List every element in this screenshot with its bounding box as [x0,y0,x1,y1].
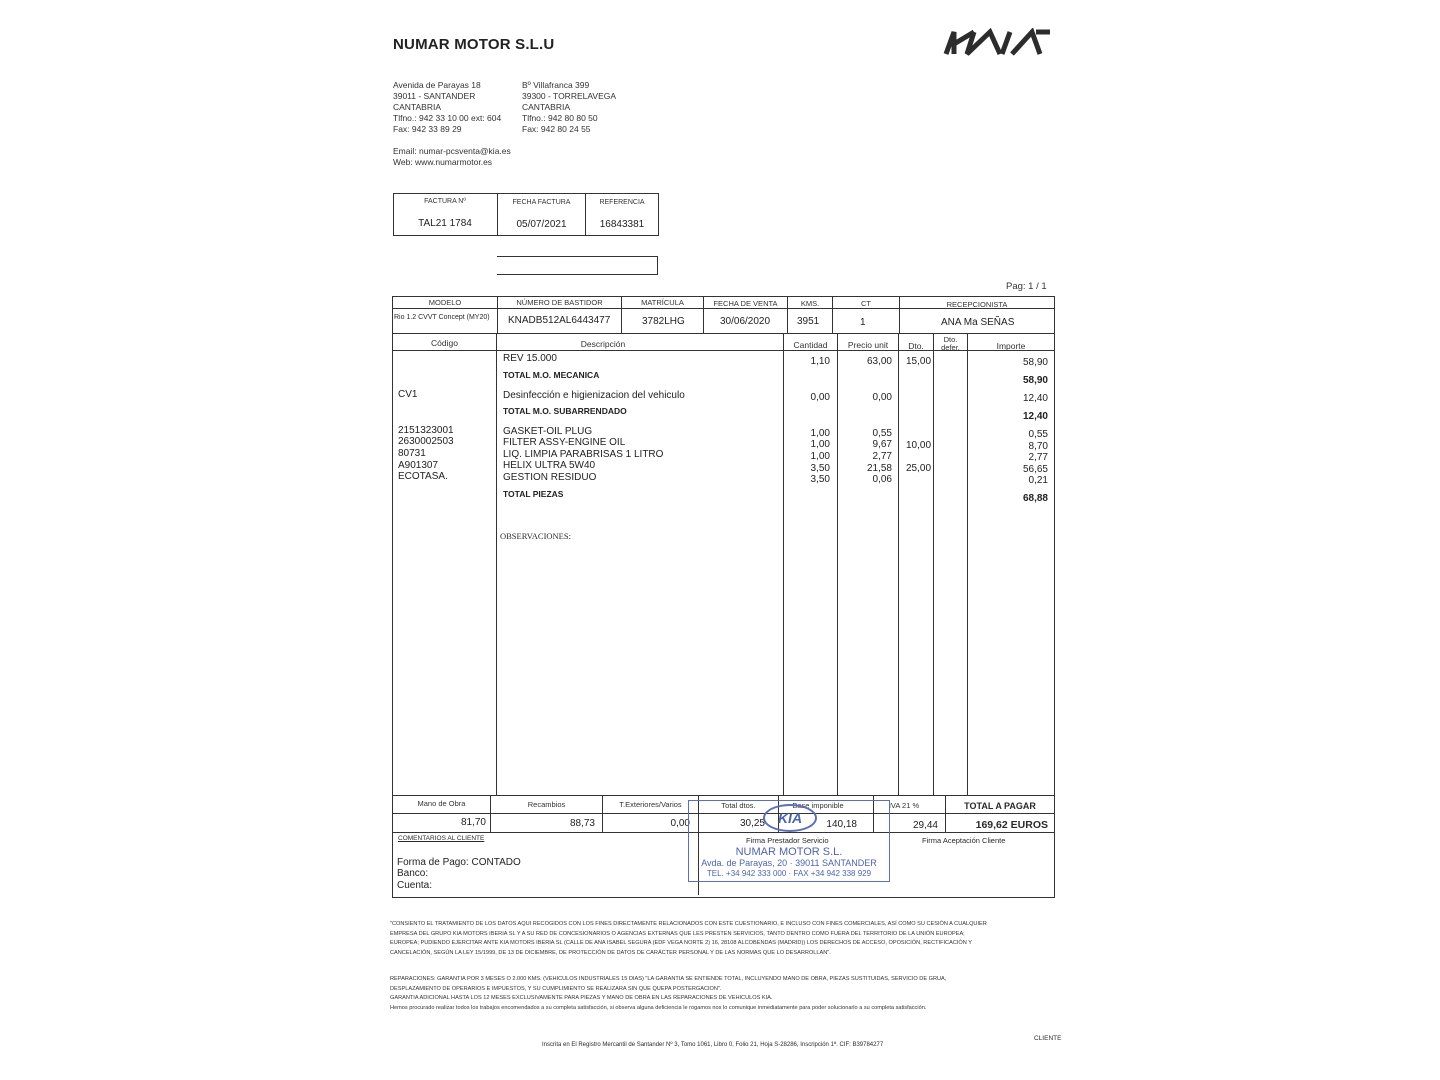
legal-line: EUROPEA; PUDIENDO EJERCITAR ANTE KIA MOTORS IBERIA SL (CALLE DE ANA ISABEL SEGURA (EDF VEGA NORTE 2) 16, 28108 ALCOBENDAS (MADRID)) LOS DERECHOS DE ACCESO, OPOSICIÓN, RECTIFICACIÓN Y [390,940,972,946]
address-line: Fax: 942 33 89 29 [393,124,462,134]
cuenta-label: Cuenta: [397,880,433,891]
total-pagar-label: TOTAL A PAGAR [964,801,1036,811]
base-imponible-value: 140,18 [826,819,857,830]
address-line: Avenida de Parayas 18 [393,80,481,90]
line-codigo: 80731 [398,448,426,459]
stamp-logo: KIA [763,804,817,832]
total-dtos-label: Total dtos. [721,801,756,810]
referencia-label: REFERENCIA [599,199,645,206]
matricula-label: MATRÍCULA [641,298,684,307]
col-dto: Dto. [908,341,924,351]
comentarios-label: COMENTARIOS AL CLIENTE [398,835,485,842]
legal-line: "CONSIENTO EL TRATAMIENTO DE LOS DATOS AQUI RECOGIDOS CON LOS FINES DIRECTAMENTE RELACIONADOS CON ESTE CUESTIONARIO, E INCLUSO CON FINES COMERCIALES, ASÍ COMO SU CESIÓN A CUALQUIER [390,921,987,927]
client-address-box [497,256,658,275]
line-cantidad: 1,00 [810,451,830,462]
line-desc: GESTION RESIDUO [503,472,597,483]
iva-value: 29,44 [912,820,938,831]
legal-line: CANCELACIÓN, SEGÚN LA LEY 15/1999, DE 13 DE DICIEMBRE, DE PROTECCIÓN DE DATOS DE CARÁCTER PERSONAL Y DE LAS NORMAS QUE LO DESARROLLAN". [390,949,831,956]
line-dto: 10,00 [906,440,932,451]
banco-label: Banco: [397,868,429,879]
line-desc: HELIX ULTRA 5W40 [503,460,596,471]
col-precio: Precio unit [847,340,889,350]
col-descripcion: Descripción [580,339,626,349]
fecha-venta-value: 30/06/2020 [720,316,771,327]
base-imponible-label: Base imponible [792,801,844,810]
address-line: 39300 - TORRELAVEGA [522,91,617,101]
recepcionista-label: RECEPCIONISTA [946,300,1008,309]
line-precio: 63,00 [866,356,892,367]
line-cantidad: 1,00 [810,428,830,439]
address-line: Bº Villafranca 399 [522,80,590,90]
line-codigo: CV1 [398,389,418,400]
line-importe: 8,70 [1028,441,1048,452]
line-importe: 12,40 [1022,393,1048,404]
line-importe: 0,55 [1028,429,1048,440]
line-codigo: ECOTASA. [398,471,448,482]
col-dto-defer: Dto. defer. [941,335,960,352]
legal-line: DESPLAZAMIENTO DE OPERARIOS E IMPUESTOS, Y SU CUMPLIMIENTO SE REALIZARA SIN QUE QUEPA POSTERGACION". [390,985,722,992]
repairs-text [390,975,946,1013]
kms-value: 3951 [797,316,820,327]
consent-text [390,920,987,958]
kms-label: KMS. [800,299,820,308]
line-cantidad: 3,50 [810,463,830,474]
bastidor-value: KNADB512AL6443477 [508,315,611,326]
modelo-value: Rio 1.2 CVVT Concept (MY20) [394,314,490,321]
recambios-value: 88,73 [569,818,595,829]
line-importe: 56,65 [1022,464,1048,475]
mano-obra-label: Mano de Obra [417,799,466,808]
legal-line: GARANTIA ADICIONAL HASTA LOS 12 MESES EXCLUSIVAMENTE PARA PIEZAS Y MANO DE OBRA EN LAS REPARACIONES DE VEHICULOS KIA. [390,995,773,1001]
firma-cliente-label: Firma Aceptación Cliente [922,836,1006,845]
referencia-value: 16843381 [599,219,645,230]
col-cantidad: Cantidad [793,340,828,350]
address-line: Tlfno.: 942 80 80 50 [522,113,598,123]
legal-line: Hemos procurado realizar todos los trabajos encomendados a su completa satisfacción, si observa alguna deficiencia le rogamos nos lo comunique inmediatamente para poder solucionarlo a su completa satisfacción. [390,1004,927,1011]
subtotal-label: TOTAL M.O. SUBARRENDADO [503,406,627,416]
bastidor-label: NÚMERO DE BASTIDOR [516,298,603,307]
ct-label: CT [861,299,871,308]
legal-line: REPARACIONES: GARANTIA POR 3 MESES O 2.000 KMS. (VEHICULOS INDUSTRIALES 15 DIAS) "LA GARANTIA SE ENTIENDE TOTAL, INCLUYENDO MANO DE OBRA, PIEZAS SUSTITUIDAS, SERVICIO DE GRUA, [390,976,947,982]
exteriores-label: T.Exteriores/Varios [619,800,682,809]
cliente-label: CLIENTE [1034,1035,1062,1042]
observaciones-label: OBSERVACIONES: [500,531,571,541]
col-importe: Importe [996,341,1026,351]
fecha-venta-label: FECHA DE VENTA [713,299,778,308]
subtotal-value: 58,90 [1022,375,1048,386]
email-text: Email: numar-pcsventa@kia.es [393,146,511,156]
mano-obra-value: 81,70 [460,817,486,828]
address-line: CANTABRIA [393,102,442,112]
fecha-factura-label: FECHA FACTURA [512,199,571,206]
kia-logo [940,28,1055,58]
contact-block [393,146,511,168]
line-codigo: 2630002503 [398,436,454,447]
ct-value: 1 [860,317,866,328]
recepcionista-value: ANA Ma SEÑAS [941,317,1015,328]
registry-text: Inscrita en El Registro Mercantil de Santander Nº 3, Tomo 1061, Libro 0, Folio 21, Hoja S-28286, Inscripción 1ª. CIF: B39784277 [542,1042,884,1048]
line-cantidad: 1,10 [810,356,830,367]
line-desc: LIQ. LIMPIA PARABRISAS 1 LITRO [503,449,664,460]
line-desc: GASKET-OIL PLUG [503,426,593,437]
total-pagar-value: 169,62 EUROS [975,819,1048,831]
address-line: 39011 - SANTANDER [393,91,476,101]
matricula-value: 3782LHG [642,316,685,327]
line-precio: 2,77 [872,451,892,462]
iva-label: IVA 21 % [888,801,920,810]
subtotal-label: TOTAL PIEZAS [503,489,564,499]
total-dtos-value: 30,25 [739,818,765,829]
line-desc: FILTER ASSY-ENGINE OIL [503,437,626,448]
web-text: Web: www.numarmotor.es [393,157,493,167]
line-importe: 2,77 [1028,452,1048,463]
line-dto: 15,00 [906,356,932,367]
line-cantidad: 0,00 [810,392,830,403]
fecha-factura-value: 05/07/2021 [516,219,567,230]
line-precio: 0,00 [872,392,892,403]
stamp-address: Avda. de Parayas, 20 · 39011 SANTANDER [701,858,877,868]
address-santander [393,80,501,135]
col-codigo: Código [431,338,458,348]
address-torrelavega [522,80,616,135]
stamp-phone: TEL. +34 942 333 000 · FAX +34 942 338 929 [706,869,872,878]
factura-label: FACTURA Nº [424,198,466,205]
company-stamp [688,800,890,882]
line-precio: 0,06 [872,474,892,485]
line-dto: 25,00 [906,463,932,474]
line-cantidad: 3,50 [810,474,830,485]
address-line: Tlfno.: 942 33 10 00 ext: 604 [393,113,502,123]
subtotal-value: 68,88 [1022,493,1048,504]
company-name: NUMAR MOTOR S.L.U [393,36,555,53]
subtotal-label: TOTAL M.O. MECANICA [503,370,600,380]
legal-line: EMPRESA DEL GRUPO KIA MOTORS IBERIA SL Y A SU RED DE CONCESIONARIOS O AGENCIAS EXTERNAS QUE LES PRESTEN SERVICIOS, TANTO DENTRO COMO FUERA DEL TERRITORIO DE LA UNIÓN EUROPEA; [390,930,965,937]
line-desc: Desinfección e higienizacion del vehiculo [503,390,685,401]
stamp-name: NUMAR MOTOR S.L. [735,846,843,858]
exteriores-value: 0,00 [670,818,690,829]
modelo-label: MODELO [428,298,462,307]
forma-pago: Forma de Pago: CONTADO [397,857,521,868]
page-number: Pag: 1 / 1 [1006,281,1047,292]
line-precio: 9,67 [872,439,892,450]
address-line: Fax: 942 80 24 55 [522,124,591,134]
line-precio: 0,55 [872,428,892,439]
line-precio: 21,58 [866,463,892,474]
address-line: CANTABRIA [522,102,571,112]
subtotal-value: 12,40 [1022,411,1048,422]
line-desc: REV 15.000 [503,353,557,364]
line-cantidad: 1,00 [810,439,830,450]
firma-prestador-label: Firma Prestador Servicio [746,836,829,845]
recambios-label: Recambios [527,800,566,809]
factura-value: TAL21 1784 [418,218,472,229]
line-importe: 0,21 [1028,475,1048,486]
line-codigo: A901307 [398,460,439,471]
line-codigo: 2151323001 [398,425,454,436]
line-importe: 58,90 [1022,357,1048,368]
